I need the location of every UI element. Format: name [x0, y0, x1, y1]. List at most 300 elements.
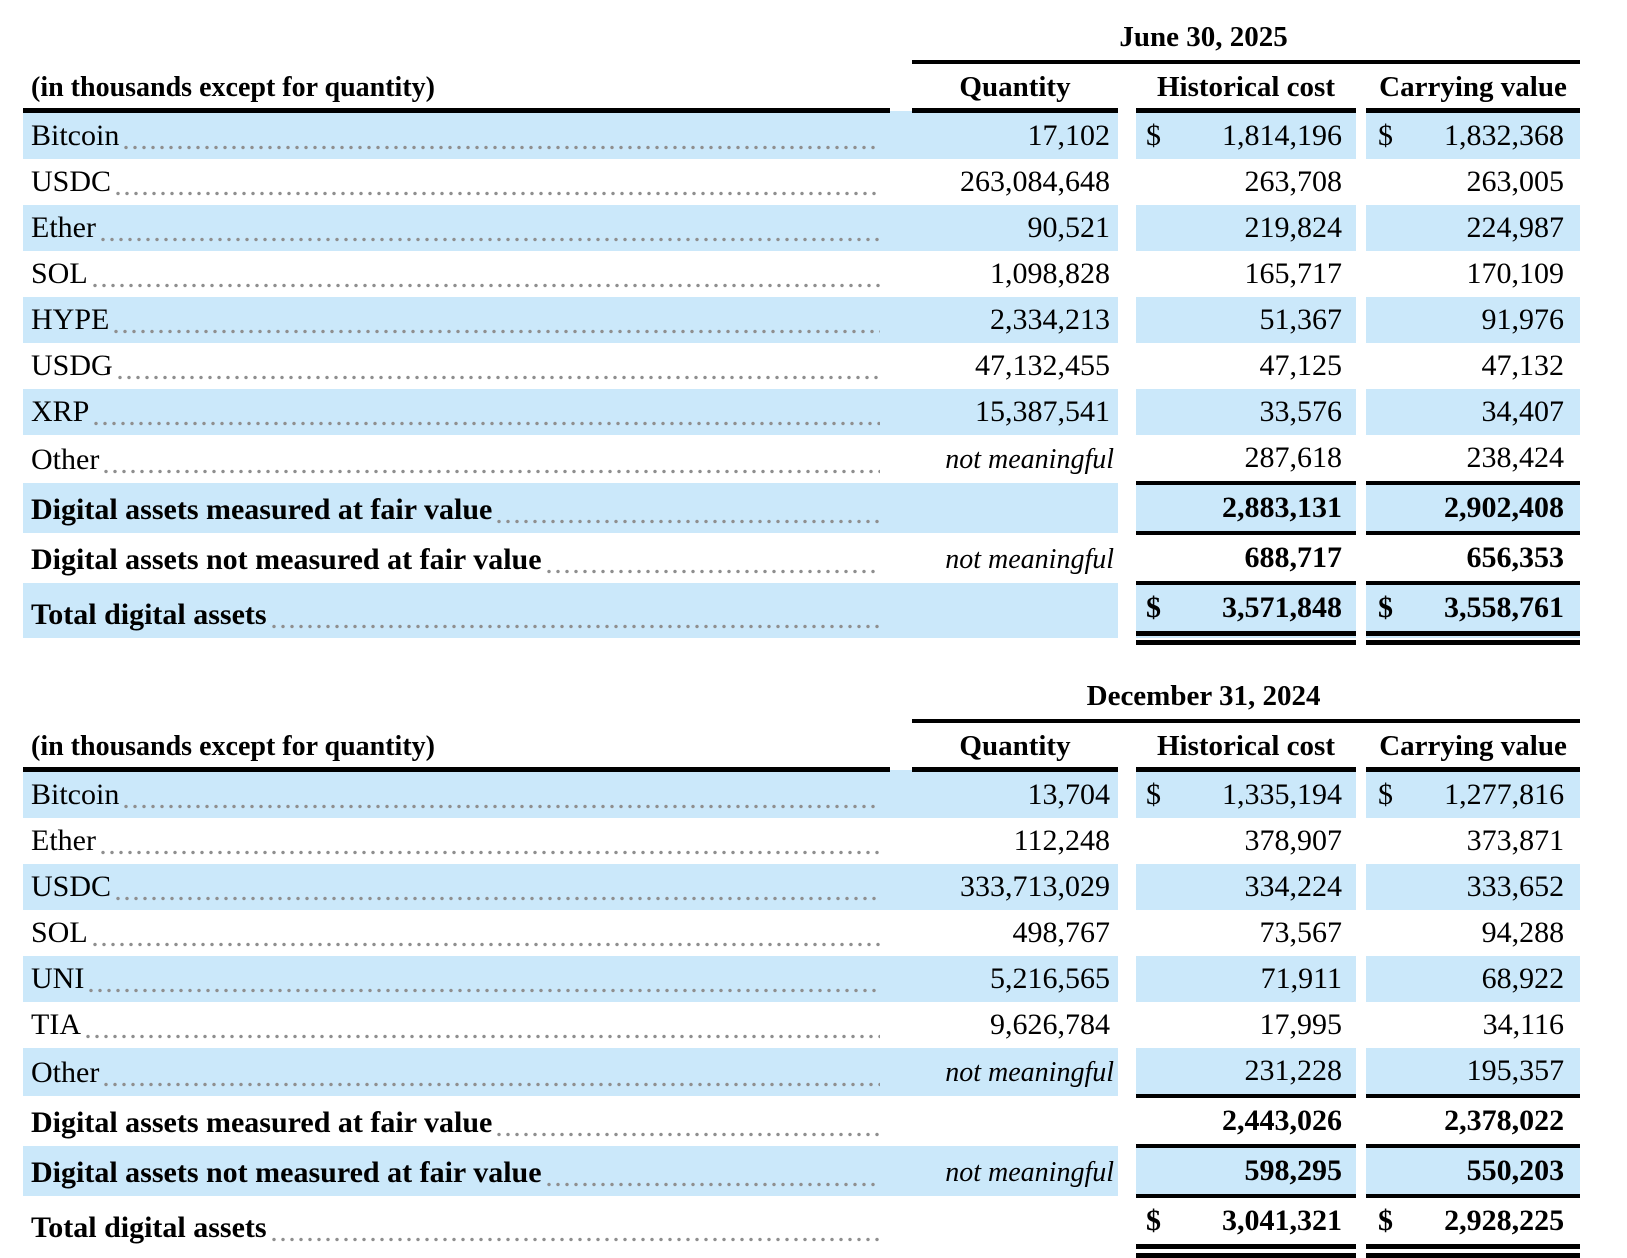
spacer-cell [890, 343, 912, 389]
historical-cost-value: 73,567 [1259, 916, 1342, 949]
row-label: Digital assets measured at fair value [31, 1106, 493, 1139]
carrying-value-wrap [1366, 772, 1580, 818]
dot-leader [93, 283, 880, 288]
historical-cost-value: 334,224 [1244, 870, 1342, 903]
column-header-carrying-value: Carrying value [1366, 721, 1580, 770]
row-label-cell [23, 297, 890, 343]
row-label-cell [23, 1002, 890, 1048]
historical-cost-cell [1136, 818, 1356, 864]
carrying-value-value: 195,357 [1466, 1054, 1565, 1087]
historical-cost-wrap [1136, 113, 1356, 159]
spacer-cell [1118, 721, 1136, 770]
carrying-value-value: 333,652 [1466, 870, 1565, 903]
carrying-value-cell [1366, 583, 1580, 638]
table-row [23, 251, 1580, 297]
row-label-cell [23, 435, 890, 483]
quantity-cell: 5,216,565 [912, 956, 1118, 1002]
row-label-wrap [31, 487, 890, 533]
historical-cost-wrap [1136, 1098, 1356, 1144]
table-row [23, 435, 1580, 483]
row-label: HYPE [31, 303, 110, 336]
carrying-value-cell [1366, 533, 1580, 583]
historical-cost-value: 71,911 [1260, 962, 1342, 995]
carrying-value-wrap [1366, 113, 1580, 159]
dollar-sign: $ [1378, 1204, 1393, 1237]
spacer-cell [1118, 1196, 1136, 1251]
historical-cost-cell [1136, 251, 1356, 297]
carrying-value-cell [1366, 297, 1580, 343]
historical-cost-wrap [1136, 1002, 1356, 1048]
carrying-value-wrap [1366, 1048, 1580, 1094]
period-header: June 30, 2025 [912, 8, 1580, 62]
column-header-historical-cost: Historical cost [1136, 62, 1356, 111]
row-label-wrap [31, 251, 890, 297]
spacer-cell [1118, 583, 1136, 638]
historical-cost-value: 33,576 [1259, 395, 1342, 428]
spacer-cell [1356, 956, 1366, 1002]
historical-cost-cell [1136, 770, 1356, 819]
carrying-value-wrap [1366, 535, 1580, 581]
spacer-cell [890, 864, 912, 910]
carrying-value-wrap [1366, 159, 1580, 205]
historical-cost-wrap [1136, 772, 1356, 818]
table-row [23, 159, 1580, 205]
spacer-cell [890, 583, 912, 638]
historical-cost-cell [1136, 1048, 1356, 1096]
historical-cost-cell [1136, 1096, 1356, 1146]
spacer-cell [1356, 1002, 1366, 1048]
spacer-cell [890, 1048, 912, 1096]
row-label-wrap [31, 205, 890, 251]
row-label: SOL [31, 916, 88, 949]
carrying-value-cell [1366, 159, 1580, 205]
digital-assets-table-prior-period [23, 667, 1580, 1258]
row-label-cell [23, 205, 890, 251]
carrying-value-wrap [1366, 956, 1580, 1002]
row-label-wrap [31, 592, 890, 638]
row-label: USDC [31, 870, 112, 903]
quantity-cell [912, 1096, 1118, 1146]
row-label: Ether [31, 211, 96, 244]
row-label-cell [23, 864, 890, 910]
spacer-cell [890, 159, 912, 205]
dot-leader [101, 850, 880, 855]
spacer-cell [1118, 111, 1136, 160]
spacer-cell [1356, 1096, 1366, 1146]
row-label: TIA [31, 1008, 81, 1041]
historical-cost-wrap [1136, 864, 1356, 910]
row-label-cell [23, 483, 890, 533]
spacer-cell [890, 956, 912, 1002]
table-row [23, 910, 1580, 956]
carrying-value-value: 3,558,761 [1444, 591, 1565, 624]
carrying-value-cell [1366, 389, 1580, 435]
carrying-value-value: 1,832,368 [1444, 119, 1565, 152]
spacer-cell [1356, 251, 1366, 297]
row-label-wrap [31, 537, 890, 583]
spacer-cell [1356, 389, 1366, 435]
carrying-value-wrap [1366, 864, 1580, 910]
historical-cost-value: 2,883,131 [1222, 491, 1342, 524]
spacer-cell [23, 8, 912, 62]
row-label-cell [23, 1146, 890, 1196]
spacer-cell [890, 389, 912, 435]
historical-cost-wrap [1136, 818, 1356, 864]
carrying-value-cell [1366, 864, 1580, 910]
spacer-cell [890, 770, 912, 819]
historical-cost-wrap [1136, 585, 1356, 631]
historical-cost-wrap [1136, 1148, 1356, 1194]
spacer-cell [890, 1096, 912, 1146]
table-row [23, 1002, 1580, 1048]
historical-cost-value: 688,717 [1244, 541, 1342, 574]
dot-leader [547, 569, 880, 574]
row-label: Total digital assets [31, 1211, 267, 1244]
quantity-cell: 9,626,784 [990, 1008, 1110, 1041]
row-label: Other [31, 443, 100, 476]
row-label-cell [23, 583, 890, 638]
dollar-sign: $ [1378, 119, 1393, 152]
row-label-cell [23, 770, 890, 819]
spacer-cell [890, 251, 912, 297]
historical-cost-wrap [1136, 910, 1356, 956]
spacer-cell [1118, 251, 1136, 297]
historical-cost-cell [1136, 205, 1356, 251]
table-row [23, 1096, 1580, 1146]
spacer-cell [1118, 864, 1136, 910]
row-label-wrap [31, 956, 890, 1002]
historical-cost-value: 17,995 [1259, 1008, 1342, 1041]
spacer-cell [1118, 956, 1136, 1002]
historical-cost-wrap [1136, 956, 1356, 1002]
carrying-value-value: 91,976 [1481, 303, 1565, 336]
column-header-carrying-value: Carrying value [1366, 62, 1580, 111]
quantity-cell: 1,098,828 [990, 257, 1110, 290]
historical-cost-value: 1,335,194 [1222, 778, 1342, 811]
row-label-cell [23, 389, 890, 435]
row-label-wrap [31, 437, 890, 483]
table-row [23, 483, 1580, 533]
dot-leader [94, 421, 880, 426]
quantity-cell: 263,084,648 [960, 165, 1110, 198]
spacer-cell [1356, 205, 1366, 251]
spacer-cell [1118, 1146, 1136, 1196]
historical-cost-value: 231,228 [1244, 1054, 1342, 1087]
quantity-cell: not meaningful [912, 1048, 1118, 1096]
historical-cost-wrap [1136, 297, 1356, 343]
historical-cost-cell [1136, 483, 1356, 533]
row-label: Digital assets not measured at fair value [31, 1156, 542, 1189]
table-row [23, 205, 1580, 251]
row-label-cell [23, 1048, 890, 1096]
table-header [23, 8, 1580, 111]
quantity-cell: 333,713,029 [912, 864, 1118, 910]
row-label-cell [23, 343, 890, 389]
carrying-value-cell [1366, 1196, 1580, 1251]
table-row [23, 343, 1580, 389]
table-body [23, 770, 1580, 1252]
spacer-cell [890, 297, 912, 343]
dot-leader [497, 1132, 880, 1137]
historical-cost-wrap [1136, 389, 1356, 435]
dot-leader [124, 145, 880, 150]
spacer-cell [1118, 1048, 1136, 1096]
spacer-cell [1118, 770, 1136, 819]
historical-cost-value: 219,824 [1244, 211, 1342, 244]
historical-cost-cell [1136, 343, 1356, 389]
historical-cost-value: 378,907 [1244, 824, 1342, 857]
historical-cost-wrap [1136, 485, 1356, 531]
row-label-wrap [31, 864, 890, 910]
historical-cost-wrap [1136, 535, 1356, 581]
quantity-cell: 17,102 [912, 111, 1118, 160]
row-label: UNI [31, 962, 85, 995]
carrying-value-cell [1366, 910, 1580, 956]
row-label-wrap [31, 1050, 890, 1096]
row-label-cell [23, 533, 890, 583]
historical-cost-value: 165,717 [1244, 257, 1342, 290]
spacer-cell [1356, 483, 1366, 533]
table-row [23, 111, 1580, 160]
spacer-cell [1118, 1002, 1136, 1048]
carrying-value-wrap [1366, 1098, 1580, 1144]
spacer-cell [1118, 389, 1136, 435]
quantity-cell: 112,248 [1013, 824, 1110, 857]
spacer-cell [890, 1002, 912, 1048]
carrying-value-wrap [1366, 1148, 1580, 1194]
spacer-cell [1356, 583, 1366, 638]
column-header-row [23, 62, 1580, 111]
carrying-value-cell [1366, 1146, 1580, 1196]
carrying-value-wrap [1366, 910, 1580, 956]
historical-cost-cell [1136, 910, 1356, 956]
row-label-cell [23, 111, 890, 160]
row-label-cell [23, 956, 890, 1002]
historical-cost-cell [1136, 1196, 1356, 1251]
historical-cost-value: 1,814,196 [1222, 119, 1342, 152]
historical-cost-value: 3,041,321 [1222, 1204, 1342, 1237]
row-label: Bitcoin [31, 119, 120, 152]
row-label-cell [23, 251, 890, 297]
row-label: Digital assets measured at fair value [31, 493, 493, 526]
table-row [23, 1196, 1580, 1251]
dot-leader [114, 329, 880, 334]
historical-cost-wrap [1136, 251, 1356, 297]
spacer-cell [890, 205, 912, 251]
spacer-cell [23, 667, 912, 721]
row-label-wrap [31, 343, 890, 389]
spacer-cell [1356, 770, 1366, 819]
historical-cost-cell [1136, 297, 1356, 343]
row-label: SOL [31, 257, 88, 290]
carrying-value-wrap [1366, 205, 1580, 251]
table-row [23, 389, 1580, 435]
row-label: Ether [31, 824, 96, 857]
table-row [23, 956, 1580, 1002]
carrying-value-cell [1366, 435, 1580, 483]
unit-note: (in thousands except for quantity) [23, 721, 890, 770]
carrying-value-value: 34,407 [1481, 395, 1565, 428]
row-label: USDG [31, 349, 113, 382]
row-label-wrap [31, 1205, 890, 1251]
carrying-value-wrap [1366, 251, 1580, 297]
row-label: Bitcoin [31, 778, 120, 811]
carrying-value-value: 68,922 [1481, 962, 1565, 995]
unit-note: (in thousands except for quantity) [23, 62, 890, 111]
historical-cost-value: 51,367 [1259, 303, 1342, 336]
row-label-cell [23, 910, 890, 956]
quantity-cell [912, 483, 1118, 533]
spacer-cell [1356, 910, 1366, 956]
historical-cost-wrap [1136, 1048, 1356, 1094]
dot-leader [547, 1182, 880, 1187]
spacer-cell [1118, 483, 1136, 533]
carrying-value-value: 550,203 [1466, 1154, 1565, 1187]
carrying-value-cell [1366, 343, 1580, 389]
historical-cost-value: 47,125 [1259, 349, 1342, 382]
quantity-cell: 13,704 [912, 770, 1118, 819]
table-row [23, 1146, 1580, 1196]
carrying-value-value: 263,005 [1466, 165, 1565, 198]
dot-leader [86, 1034, 880, 1039]
spacer-cell [1356, 533, 1366, 583]
spacer-cell [1118, 910, 1136, 956]
carrying-value-cell [1366, 111, 1580, 160]
period-header: December 31, 2024 [912, 667, 1580, 721]
quantity-cell [912, 1196, 1118, 1251]
dollar-sign: $ [1378, 778, 1393, 811]
carrying-value-cell [1366, 251, 1580, 297]
historical-cost-wrap [1136, 159, 1356, 205]
carrying-value-value: 2,928,225 [1444, 1204, 1565, 1237]
row-label-wrap [31, 818, 890, 864]
carrying-value-cell [1366, 770, 1580, 819]
spacer-cell [1356, 435, 1366, 483]
carrying-value-value: 373,871 [1466, 824, 1565, 857]
carrying-value-cell [1366, 1096, 1580, 1146]
historical-cost-value: 598,295 [1244, 1154, 1342, 1187]
column-header-quantity: Quantity [912, 721, 1118, 770]
carrying-value-wrap [1366, 297, 1580, 343]
table-row [23, 770, 1580, 819]
quantity-cell: 2,334,213 [912, 297, 1118, 343]
dollar-sign: $ [1146, 778, 1161, 811]
carrying-value-wrap [1366, 1002, 1580, 1048]
spacer-cell [890, 1196, 912, 1251]
dot-leader [101, 237, 880, 242]
quantity-cell: 15,387,541 [912, 389, 1118, 435]
spacer-cell [1118, 818, 1136, 864]
table-header [23, 667, 1580, 770]
quantity-cell: not meaningful [945, 544, 1114, 575]
spacer-cell [1118, 159, 1136, 205]
row-label: USDC [31, 165, 112, 198]
row-label-wrap [31, 910, 890, 956]
spacer-cell [1356, 62, 1366, 111]
row-label-cell [23, 159, 890, 205]
carrying-value-wrap [1366, 435, 1580, 481]
dot-leader [272, 624, 880, 629]
spacer-cell [1356, 1196, 1366, 1251]
quantity-cell [912, 583, 1118, 638]
carrying-value-cell [1366, 818, 1580, 864]
spacer-cell [1356, 111, 1366, 160]
table-row [23, 864, 1580, 910]
row-label-wrap [31, 159, 890, 205]
spacer-cell [1356, 818, 1366, 864]
column-header-quantity: Quantity [912, 62, 1118, 111]
carrying-value-cell [1366, 483, 1580, 533]
spacer-cell [890, 533, 912, 583]
historical-cost-value: 3,571,848 [1222, 591, 1342, 624]
carrying-value-wrap [1366, 485, 1580, 531]
dot-leader [272, 1237, 880, 1242]
column-header-historical-cost: Historical cost [1136, 721, 1356, 770]
period-header-row [23, 8, 1580, 62]
spacer-cell [890, 721, 912, 770]
spacer-cell [890, 818, 912, 864]
dot-leader [118, 375, 880, 380]
carrying-value-wrap [1366, 389, 1580, 435]
historical-cost-wrap [1136, 205, 1356, 251]
spacer-cell [1118, 1096, 1136, 1146]
row-label: Other [31, 1056, 100, 1089]
carrying-value-cell [1366, 1002, 1580, 1048]
spacer-cell [1118, 62, 1136, 111]
row-label-wrap [31, 772, 890, 818]
historical-cost-cell [1136, 159, 1356, 205]
spacer-cell [1356, 343, 1366, 389]
table-row [23, 1048, 1580, 1096]
row-label-wrap [31, 1100, 890, 1146]
dot-leader [93, 942, 880, 947]
carrying-value-value: 2,378,022 [1444, 1104, 1565, 1137]
spacer-cell [890, 435, 912, 483]
table-body [23, 111, 1580, 639]
carrying-value-wrap [1366, 818, 1580, 864]
carrying-value-value: 170,109 [1466, 257, 1565, 290]
spacer-cell [1356, 159, 1366, 205]
carrying-value-wrap [1366, 343, 1580, 389]
dollar-sign: $ [1146, 1204, 1161, 1237]
historical-cost-cell [1136, 389, 1356, 435]
dollar-sign: $ [1146, 119, 1161, 152]
spacer-cell [890, 62, 912, 111]
dot-leader [104, 1082, 880, 1087]
row-label-cell [23, 1196, 890, 1251]
table-row [23, 297, 1580, 343]
dot-leader [497, 519, 880, 524]
spacer-cell [1118, 297, 1136, 343]
dot-leader [116, 896, 880, 901]
row-label-wrap [31, 389, 890, 435]
spacer-cell [890, 910, 912, 956]
column-header-row [23, 721, 1580, 770]
quantity-cell: 498,767 [1012, 916, 1110, 949]
carrying-value-cell [1366, 205, 1580, 251]
carrying-value-cell [1366, 1048, 1580, 1096]
row-label-wrap [31, 1150, 890, 1196]
historical-cost-cell [1136, 435, 1356, 483]
quantity-cell: not meaningful [945, 444, 1114, 475]
row-label-cell [23, 1096, 890, 1146]
historical-cost-value: 263,708 [1244, 165, 1342, 198]
historical-cost-wrap [1136, 435, 1356, 481]
historical-cost-cell [1136, 864, 1356, 910]
spacer-cell [1356, 864, 1366, 910]
carrying-value-value: 2,902,408 [1444, 491, 1565, 524]
historical-cost-cell [1136, 583, 1356, 638]
